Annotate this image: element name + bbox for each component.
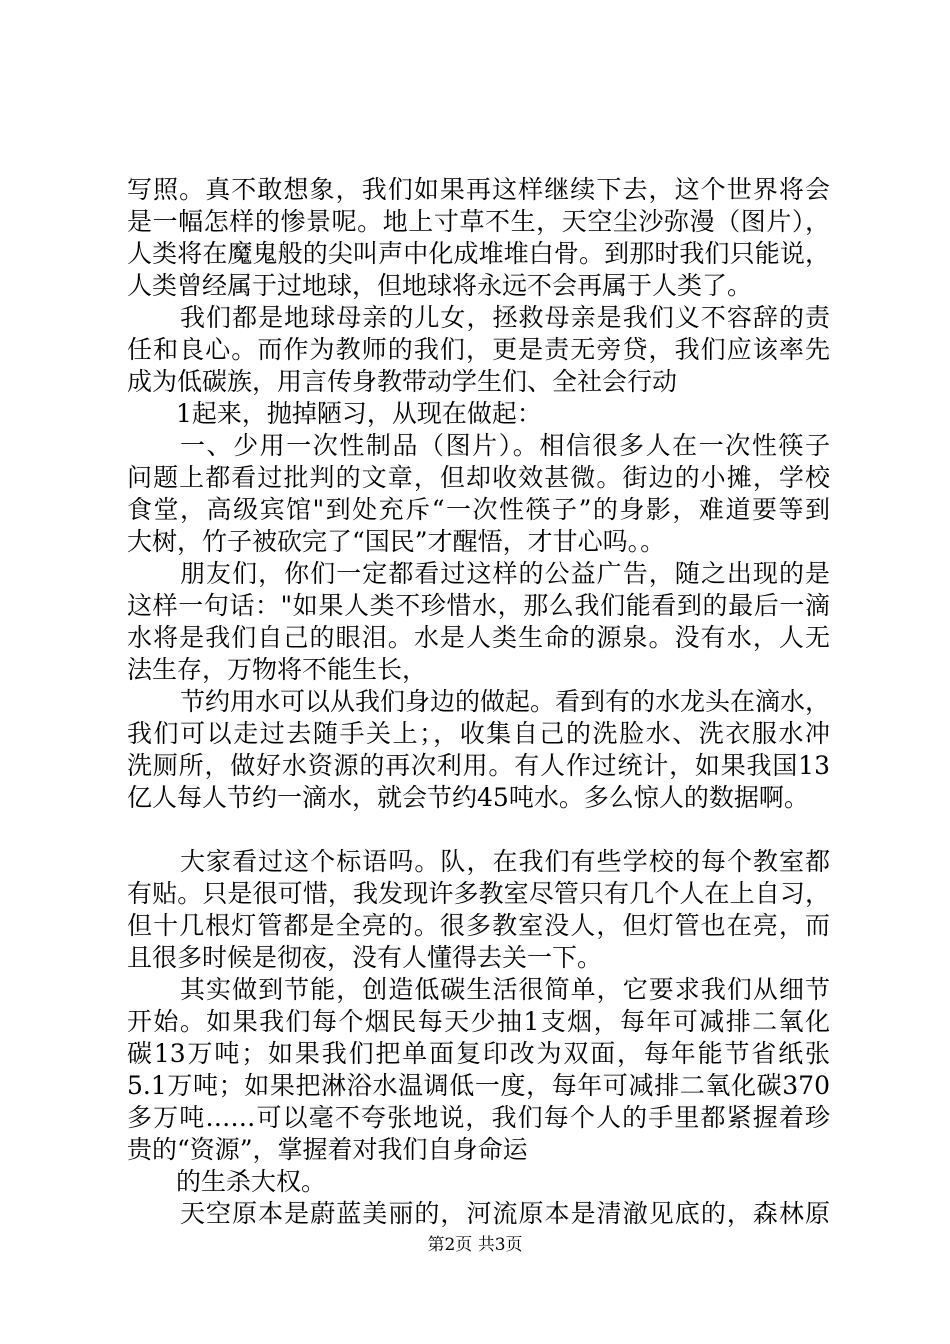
text-line: 问题上都看过批判的文章，但却收效甚微。街边的小摊，学校 — [127, 463, 830, 492]
text-line: 人类曾经属于过地球，但地球将永远不会再属于人类了。 — [127, 271, 753, 300]
text-line: 人类将在魔鬼般的尖叫声中化成堆堆白骨。到那时我们只能说， — [127, 239, 830, 268]
text-line: 水将是我们自己的眼泪。水是人类生命的源泉。没有水，人无 — [127, 623, 830, 652]
text-line: 5.1万吨；如果把淋浴水温调低一度，每年可减排二氧化碳370 — [127, 1071, 830, 1100]
text-line: 写照。真不敢想象，我们如果再这样继续下去，这个世界将会 — [127, 175, 830, 204]
text-line: 一、少用一次性制品（图片）。相信很多人在一次性筷子 — [180, 431, 830, 460]
text-line: 成为低碳族，用言传身教带动学生们、全社会行动 — [127, 367, 678, 396]
text-line: 食堂，高级宾馆"到处充斥“一次性筷子”的身影，难道要等到 — [127, 495, 830, 524]
text-line: 1起来，抛掉陋习，从现在做起： — [176, 399, 542, 428]
text-line: 开始。如果我们每个烟民每天少抽1支烟，每年可减排二氧化 — [127, 1007, 830, 1036]
text-line: 但十几根灯管都是全亮的。很多教室没人，但灯管也在亮，而 — [127, 911, 830, 940]
text-line: 节约用水可以从我们身边的做起。看到有的水龙头在滴水， — [180, 687, 831, 716]
text-line: 是一幅怎样的惨景呢。地上寸草不生，天空尘沙弥漫（图片）， — [127, 207, 830, 236]
text-line: 洗厕所，做好水资源的再次利用。有人作过统计，如果我国13 — [127, 751, 830, 780]
text-line: 我们都是地球母亲的儿女，拯救母亲是我们义不容辞的责 — [180, 303, 830, 332]
page-number-footer: 第2页 共3页 — [427, 1235, 523, 1255]
text-line: 天空原本是蔚蓝美丽的，河流原本是清澈见底的，森林原 — [180, 1199, 830, 1228]
text-line: 法生存，万物将不能生长， — [127, 655, 428, 684]
text-line: 大家看过这个标语吗。队，在我们有些学校的每个教室都 — [180, 847, 830, 876]
text-line: 碳13万吨；如果我们把单面复印改为双面，每年能节省纸张 — [127, 1039, 830, 1068]
text-line: 且很多时候是彻夜，没有人懂得去关一下。 — [127, 943, 603, 972]
text-line: 这样一句话："如果人类不珍惜水，那么我们能看到的最后一滴 — [127, 591, 830, 620]
text-line: 贵的“资源”，掌握着对我们自身命运 — [127, 1135, 528, 1164]
text-line: 有贴。只是很可惜，我发现许多教室尽管只有几个人在上自习， — [127, 879, 830, 908]
text-line: 其实做到节能，创造低碳生活很简单，它要求我们从细节 — [180, 975, 830, 1004]
text-line: 多万吨……可以毫不夸张地说，我们每个人的手里都紧握着珍 — [127, 1103, 830, 1132]
text-line: 任和良心。而作为教师的我们，更是责无旁贷，我们应该率先 — [127, 335, 830, 364]
text-line: 亿人每人节约一滴水，就会节约45吨水。多么惊人的数据啊。 — [127, 783, 809, 812]
text-line: 朋友们，你们一定都看过这样的公益广告，随之出现的是 — [180, 559, 830, 588]
text-line: 我们可以走过去随手关上；，收集自己的洗脸水、洗衣服水冲 — [127, 719, 830, 748]
text-line: 大树，竹子被砍完了“国民”才醒悟，才甘心吗。。 — [127, 527, 666, 556]
text-line: 的生杀大权。 — [176, 1167, 327, 1196]
